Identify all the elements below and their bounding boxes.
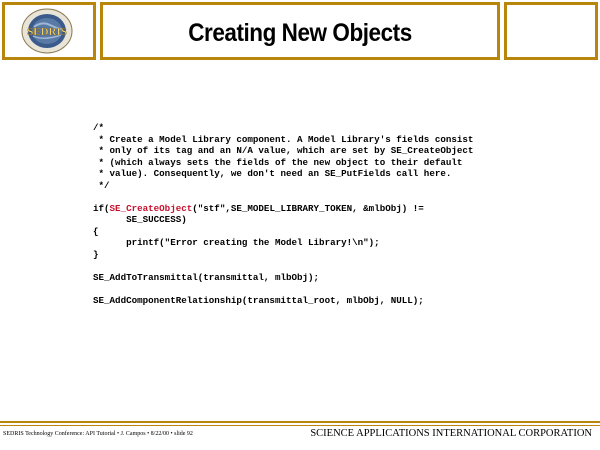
code-text: * value). Consequently, we don't need an SE_PutFields call here.	[93, 168, 452, 179]
code-line	[93, 122, 104, 133]
sedris-logo	[20, 7, 74, 55]
code-line	[93, 272, 319, 283]
code-text: SE_SUCCESS)	[93, 214, 187, 225]
code-text: ("stf",SE_MODEL_LIBRARY_TOKEN, &mlbObj) !=	[192, 202, 424, 214]
code-text: printf("Error creating the Model Library!\n");	[93, 237, 380, 248]
code-text: SE_AddComponentRelationship(transmittal_root, mlbObj, NULL);	[93, 294, 424, 306]
slide-title: Creating New Objects	[188, 19, 412, 47]
code-line	[93, 134, 473, 145]
logo-text: SEDRIS	[27, 26, 67, 38]
code-text: /*	[93, 122, 105, 133]
code-text: * only of its tag and an N/A value, which are set by SE_CreateObject	[93, 145, 474, 156]
code-line	[93, 157, 462, 168]
code-text: SE_AddToTransmittal(transmittal, mlbObj);	[93, 271, 320, 283]
logo-frame	[2, 2, 96, 60]
footer-company-name: SCIENCE APPLICATIONS INTERNATIONAL CORPORATION	[310, 428, 592, 439]
code-line	[93, 203, 424, 214]
code-line	[93, 295, 424, 306]
code-line	[93, 180, 110, 191]
code-text: {	[93, 225, 99, 237]
code-text: }	[93, 248, 99, 260]
code-line	[93, 168, 451, 179]
right-frame	[504, 2, 598, 60]
code-text: */	[93, 179, 110, 191]
footer-left-text: SEDRIS Technology Conference: API Tutorial • J. Campos • 8/22/00 • slide 92	[3, 431, 193, 437]
code-block	[93, 122, 563, 306]
code-highlighted-function: SE_CreateObject	[109, 202, 193, 214]
footer-divider-thin	[0, 425, 600, 426]
code-line	[93, 249, 99, 260]
title-frame	[100, 2, 500, 60]
footer-divider-thick	[0, 421, 600, 423]
code-line	[93, 145, 473, 156]
code-line	[93, 237, 380, 248]
code-text: * (which always sets the fields of the new object to their default	[93, 156, 463, 168]
code-text: * Create a Model Library component. A Model Library's fields consist	[93, 133, 474, 145]
code-text: if(	[93, 202, 110, 214]
code-line	[93, 226, 99, 237]
code-line	[93, 214, 187, 225]
